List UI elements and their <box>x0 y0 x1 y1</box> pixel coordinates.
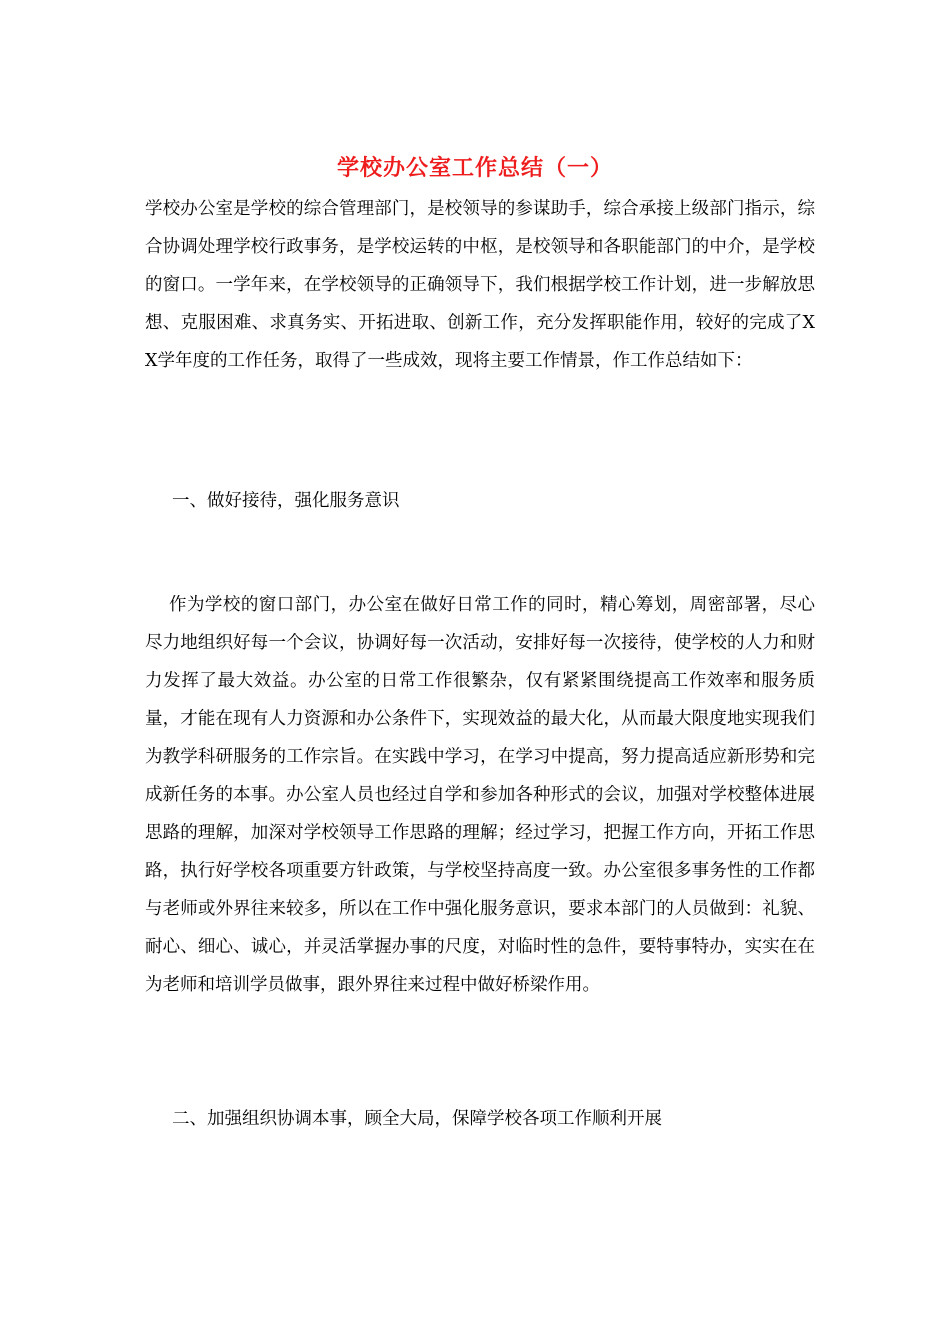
section-1-paragraph: 作为学校的窗口部门，办公室在做好日常工作的同时，精心筹划，周密部署，尽心尽力地组织好每一个会议，协调好每一次活动，安排好每一次接待，使学校的人力和财力发挥了最大效益。办公室的日常工作很繁杂，仅有紧紧围绕提高工作效率和服务质量，才能在现有人力资源和办公条件下，实现效益的最大化，从而最大限度地实现我们为教学科研服务的工作宗旨。在实践中学习，在学习中提高，努力提高适应新形势和完成新任务的本事。办公室人员也经过自学和参加各种形式的会议，加强对学校整体进展思路的理解，加深对学校领导工作思路的理解；经过学习，把握工作方向，开拓工作思路，执行好学校各项重要方针政策，与学校坚持高度一致。办公室很多事务性的工作都与老师或外界往来较多，所以在工作中强化服务意识，要求本部门的人员做到：礼貌、耐心、细心、诚心，并灵活掌握办事的尺度，对临时性的急件，要特事特办，实实在在为老师和培训学员做事，跟外界往来过程中做好桥梁作用。 <box>145 595 815 995</box>
section-1-heading: 一、做好接待，强化服务意识 <box>172 491 400 511</box>
section-2-heading: 二、加强组织协调本事，顾全大局，保障学校各项工作顺利开展 <box>172 1109 662 1129</box>
intro-paragraph: 学校办公室是学校的综合管理部门，是校领导的参谋助手，综合承接上级部门指示，综合协调处理学校行政事务，是学校运转的中枢，是校领导和各职能部门的中介，是学校的窗口。一学年来，在学校领导的正确领导下，我们根据学校工作计划，进一步解放思想、克服困难、求真务实、开拓进取、创新工作，充分发挥职能作用，较好的完成了XX学年度的工作任务，取得了一些成效，现将主要工作情景，作工作总结如下： <box>145 199 815 371</box>
document-title: 学校办公室工作总结（一） <box>336 156 613 181</box>
